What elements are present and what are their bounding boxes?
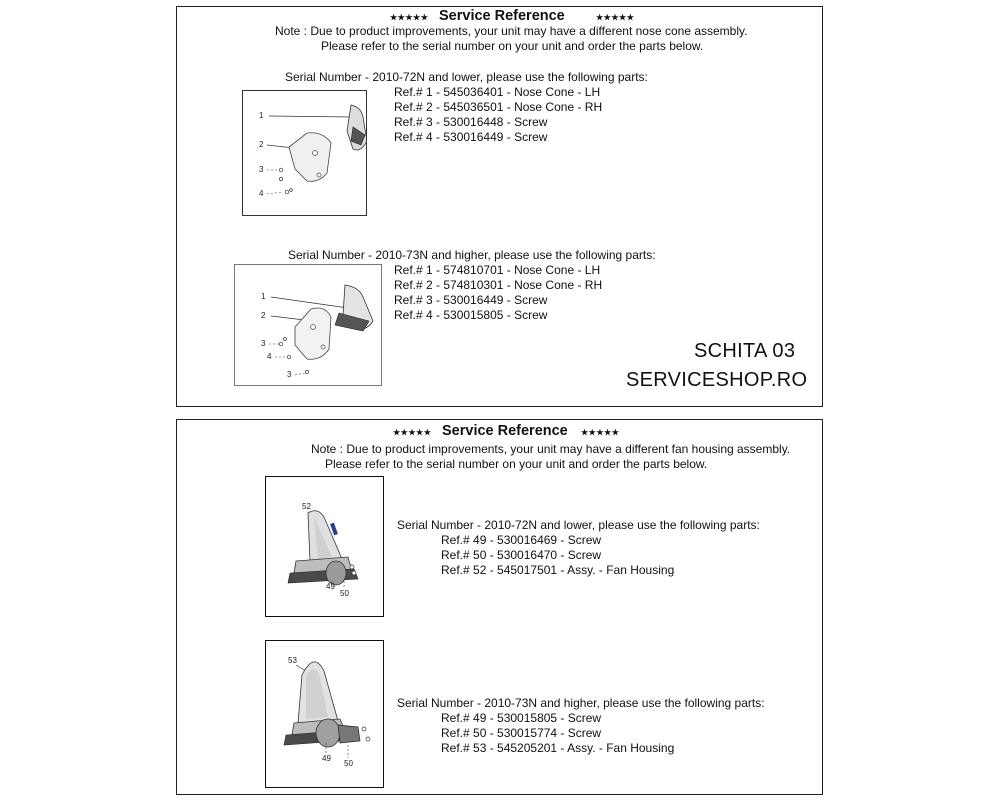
nose-cone-reference-panel [176,6,823,407]
stars-left: ★★★★★ [393,428,432,437]
serial-heading: Serial Number - 2010-73N and higher, please use the following parts: [288,248,656,262]
part-line: Ref.# 2 - 574810301 - Nose Cone - RH [394,278,603,292]
nose-cone-diagram-old [242,90,367,216]
fan-housing-diagram-old [265,476,384,617]
callout-3: 3 [261,339,266,348]
callout-1: 1 [261,292,266,301]
nose-cone-diagram-new [234,264,382,386]
serial-heading: Serial Number - 2010-73N and higher, please use the following parts: [397,696,765,710]
stamp-line-1: SCHITA 03 [694,340,796,362]
serial-heading: Serial Number - 2010-72N and lower, please use the following parts: [285,70,648,84]
part-line: Ref.# 1 - 545036401 - Nose Cone - LH [394,85,601,99]
part-line: Ref.# 50 - 530015774 - Screw [441,726,602,740]
note-line-2: Please refer to the serial number on your unit and order the parts below. [325,457,708,471]
part-line: Ref.# 3 - 530016448 - Screw [394,115,548,129]
panel-title: Service Reference [442,423,568,439]
callout-2: 2 [259,140,264,149]
stars-right: ★★★★★ [581,428,620,437]
part-line: Ref.# 2 - 545036501 - Nose Cone - RH [394,100,603,114]
callout-3: 3 [259,165,264,174]
panel-title: Service Reference [439,8,565,24]
part-line: Ref.# 53 - 545205201 - Assy. - Fan Housing [441,741,675,755]
note-line-2: Please refer to the serial number on your unit and order the parts below. [321,39,704,53]
part-line: Ref.# 4 - 530016449 - Screw [394,130,548,144]
part-line: Ref.# 52 - 545017501 - Assy. - Fan Housing [441,563,675,577]
part-line: Ref.# 50 - 530016470 - Screw [441,548,602,562]
callout-49: 49 [322,754,331,763]
callout-50: 50 [340,589,349,598]
part-line: Ref.# 49 - 530015805 - Screw [441,711,602,725]
part-line: Ref.# 49 - 530016469 - Screw [441,533,602,547]
callout-53: 53 [288,656,297,665]
callout-1: 1 [259,111,264,120]
part-line: Ref.# 1 - 574810701 - Nose Cone - LH [394,263,601,277]
fan-housing-illustration [266,641,382,786]
callout-49: 49 [326,582,335,591]
fan-housing-reference-panel [176,419,823,795]
callout-4: 4 [267,352,272,361]
callout-50: 50 [344,759,353,768]
callout-3b: 3 [287,370,292,379]
stars-left: ★★★★★ [390,13,429,22]
callout-4: 4 [259,189,264,198]
part-line: Ref.# 3 - 530016449 - Screw [394,293,548,307]
part-line: Ref.# 4 - 530015805 - Screw [394,308,548,322]
callout-2: 2 [261,311,266,320]
nose-cone-exploded-illustration [235,265,381,385]
fan-housing-illustration [266,477,382,615]
nose-cone-exploded-illustration [243,91,366,215]
callout-52: 52 [302,502,311,511]
note-line-1: Note : Due to product improvements, your unit may have a different fan housing assembly. [311,442,791,456]
fan-housing-diagram-new [265,640,384,788]
stamp-line-2: SERVICESHOP.RO [626,369,808,391]
note-line-1: Note : Due to product improvements, your unit may have a different nose cone assembly. [275,24,748,38]
serial-heading: Serial Number - 2010-72N and lower, please use the following parts: [397,518,760,532]
stars-right: ★★★★★ [596,13,635,22]
